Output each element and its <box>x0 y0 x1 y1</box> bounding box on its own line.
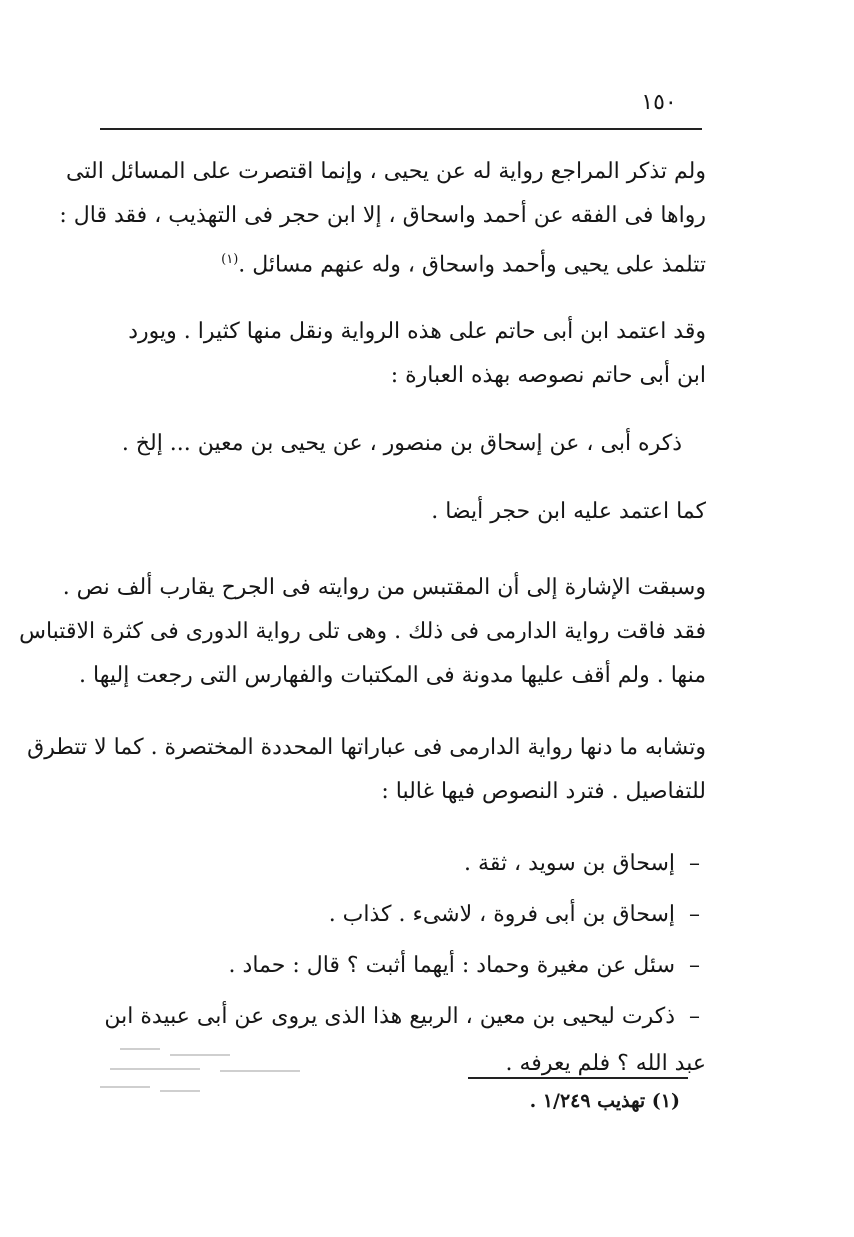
header-rule <box>100 128 702 130</box>
list-dash: – <box>689 851 700 876</box>
list-item-continuation: عبد الله ؟ فلم يعرفه . <box>505 1051 706 1076</box>
list-dash: – <box>689 902 700 927</box>
list-item <box>102 838 700 889</box>
text-span: تتلمذ على يحيى وأحمد واسحاق ، وله عنهم مسائل . <box>238 252 706 278</box>
list-dash: – <box>689 1004 700 1029</box>
footnote-rule <box>468 1077 688 1079</box>
list-item <box>102 991 700 1042</box>
paragraph <box>27 726 706 814</box>
text-line: وتشابه ما دنها رواية الدارمى فى عباراتها المحددة المختصرة . كما لا تتطرق <box>27 735 706 760</box>
footnote <box>400 1090 680 1112</box>
text-line: رواها فى الفقه عن أحمد واسحاق ، إلا ابن حجر فى التهذيب ، فقد قال : <box>59 203 706 228</box>
scan-noise <box>100 1040 360 1100</box>
list-item-text: إسحاق بن أبى فروة ، لاشىء . كذاب . <box>328 902 675 927</box>
text-line: منها . ولم أقف عليها مدونة فى المكتبات والفهارس التى رجعت إليها . <box>79 663 706 688</box>
text-line: ذكره أبى ، عن إسحاق بن منصور ، عن يحيى بن معين ... إلخ . <box>121 431 682 456</box>
quote-paragraph <box>102 422 706 466</box>
text-line: للتفاصيل . فترد النصوص فيها غالبا : <box>381 779 706 804</box>
list-dash: – <box>689 953 700 978</box>
paragraph <box>102 490 706 534</box>
footnote-reference: (١) <box>221 252 239 267</box>
footnote-marker: (١) <box>651 1090 680 1112</box>
paragraph <box>19 566 706 698</box>
paragraph <box>59 150 706 282</box>
paragraph <box>102 310 706 398</box>
text-line: ولم تذكر المراجع رواية له عن يحيى ، وإنما اقتصرت على المسائل التى <box>66 159 706 184</box>
list-item-text: إسحاق بن سويد ، ثقة . <box>464 851 675 876</box>
list-item <box>102 940 700 991</box>
text-line <box>102 238 706 282</box>
text-line: ابن أبى حاتم نصوصه بهذه العبارة : <box>390 363 706 388</box>
page-number: ١٥٠ <box>641 90 677 115</box>
main-text <box>19 150 706 1086</box>
text-line: وقد اعتمد ابن أبى حاتم على هذه الرواية ونقل منها كثيرا . ويورد <box>128 319 706 344</box>
list-item-text: ذكرت ليحيى بن معين ، الربيع هذا الذى يروى عن أبى عبيدة ابن <box>104 1004 675 1029</box>
footnote-text: تهذيب ١/٢٤٩ . <box>529 1090 646 1112</box>
list-item-text: سئل عن مغيرة وحماد : أيهما أثبت ؟ قال : حماد . <box>228 953 675 978</box>
list-item <box>102 889 700 940</box>
text-line: وسبقت الإشارة إلى أن المقتبس من روايته فى الجرح يقارب ألف نص . <box>62 575 706 600</box>
text-line: فقد فاقت رواية الدارمى فى ذلك . وهى تلى رواية الدورى فى كثرة الاقتباس <box>19 619 706 644</box>
text-line: كما اعتمد عليه ابن حجر أيضا . <box>431 499 706 524</box>
